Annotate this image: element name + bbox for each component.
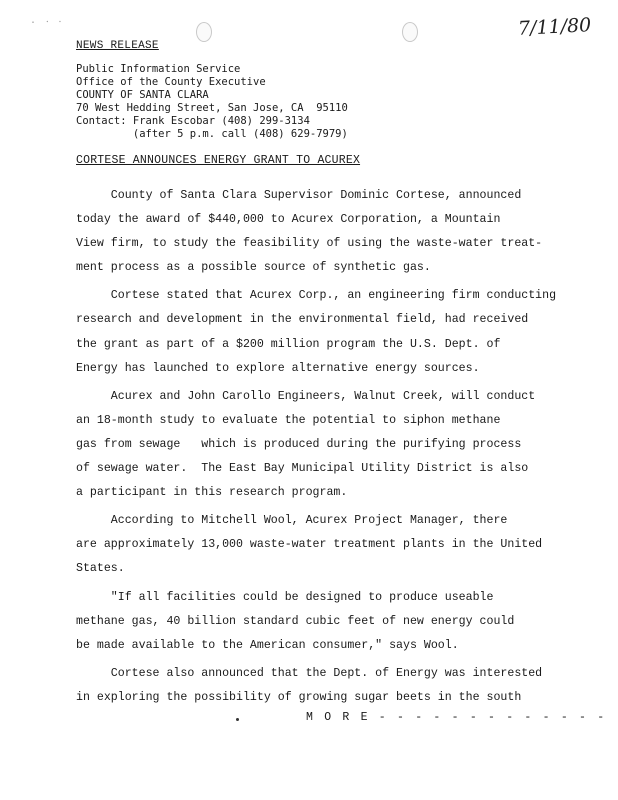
body-line: States. <box>76 562 125 576</box>
body-line: View firm, to study the feasibility of using the waste-water treat- <box>76 237 543 251</box>
body-line: Cortese stated that Acurex Corp., an engineering firm conducting <box>76 289 557 303</box>
punch-hole-right <box>402 22 418 42</box>
contact-line-phone: Contact: Frank Escobar (408) 299-3134 <box>76 115 310 127</box>
stray-dot-mark <box>236 718 239 721</box>
more-continuation-marker: M O R E - - - - - - - - - - - - - <box>306 711 607 724</box>
body-line: the grant as part of a $200 million program the U.S. Dept. of <box>76 337 501 351</box>
contact-line-office: Public Information Service <box>76 63 241 75</box>
contact-line-after-hours: (after 5 p.m. call (408) 629-7979) <box>76 128 348 140</box>
body-line: methane gas, 40 billion standard cubic feet of new energy could <box>76 614 515 628</box>
body-line: of sewage water. The East Bay Municipal Utility District is also <box>76 462 529 476</box>
body-line: are approximately 13,000 waste-water treatment plants in the United <box>76 538 543 552</box>
news-release-heading: NEWS RELEASE <box>76 40 159 52</box>
scan-speck-marks: · ⸱ ⸱ <box>30 18 64 29</box>
body-line: Cortese also announced that the Dept. of Energy was interested <box>76 666 543 680</box>
contact-block <box>76 63 348 141</box>
body-line: today the award of $440,000 to Acurex Corporation, a Mountain <box>76 213 501 227</box>
body-line: research and development in the environmental field, had received <box>76 313 529 327</box>
body-line: County of Santa Clara Supervisor Dominic Cortese, announced <box>76 189 522 202</box>
body-line: ment process as a possible source of synthetic gas. <box>76 261 431 275</box>
body-line: a participant in this research program. <box>76 486 348 500</box>
body-line: "If all facilities could be designed to produce useable <box>76 590 494 604</box>
punch-hole-left <box>196 22 212 42</box>
body-line: be made available to the American consumer," says Wool. <box>76 638 459 652</box>
body-line: an 18-month study to evaluate the potential to siphon methane <box>76 413 501 427</box>
contact-line-county: COUNTY OF SANTA CLARA <box>76 89 209 101</box>
headline: CORTESE ANNOUNCES ENERGY GRANT TO ACUREX <box>76 154 361 167</box>
contact-line-address: 70 West Hedding Street, San Jose, CA 95110 <box>76 102 348 114</box>
handwritten-date: 7/11/80 <box>517 14 592 40</box>
body-line: According to Mitchell Wool, Acurex Project Manager, there <box>76 514 508 528</box>
contact-line-county-executive: Office of the County Executive <box>76 76 266 88</box>
body-line: Acurex and John Carollo Engineers, Walnut Creek, will conduct <box>76 389 536 403</box>
body-line: in exploring the possibility of growing sugar beets in the south <box>76 690 522 704</box>
body-text <box>76 184 596 710</box>
body-line: Energy has launched to explore alternative energy sources. <box>76 361 480 375</box>
body-line: gas from sewage which is produced during the purifying process <box>76 437 522 451</box>
